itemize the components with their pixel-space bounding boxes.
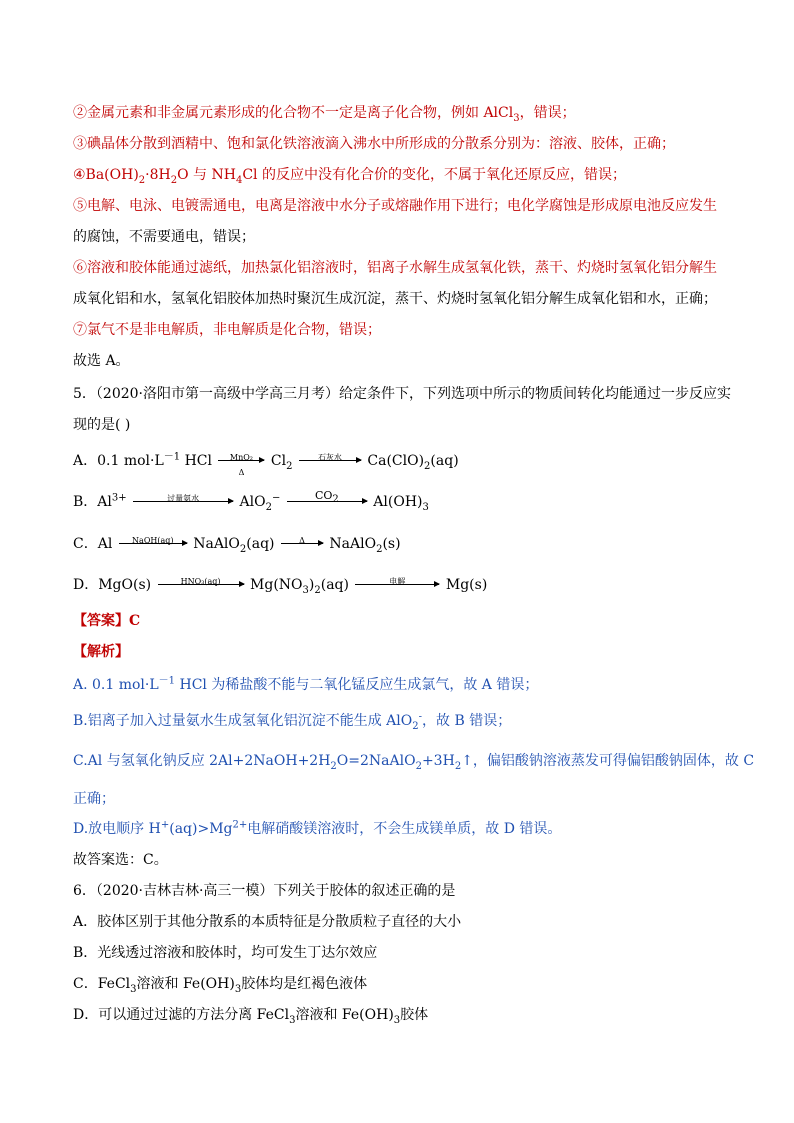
text: C.Al 与氢氧化钠反应 2Al+2NaOH+2H bbox=[73, 753, 331, 769]
arrow-condition: 过量氨水 bbox=[167, 494, 200, 503]
text: ) bbox=[308, 577, 315, 593]
subscript: 2 bbox=[415, 760, 422, 772]
q6-option-a: A．胶体区别于其他分散系的本质特征是分散质粒子直径的大小 bbox=[73, 914, 462, 930]
explain-item-3: ③碘晶体分散到酒精中、饱和氯化铁溶液滴入沸水中所形成的分散系分别为：溶液、胶体，正确； bbox=[73, 136, 675, 152]
q5-stem-line2: 现的是( ) bbox=[73, 417, 131, 433]
text: O 与 NH bbox=[177, 167, 236, 183]
explain-item-5: ⑤电解、电泳、电镀需通电，电离是溶液中水分子或熔融作用下进行；电化学腐蚀是形成原电池反应发生 bbox=[73, 198, 717, 214]
text: 溶液和 Fe(OH) bbox=[136, 976, 235, 992]
subscript: 2 bbox=[170, 174, 178, 186]
text: (s) bbox=[382, 536, 401, 552]
explain-item-6-cont: 成氧化铝和水，氢氧化铝胶体加热时聚沉生成沉淀，蒸干、灼烧时氢氧化铝分解生成氧化铝和水，正确； bbox=[73, 291, 717, 307]
text: A. 0.1 mol·L bbox=[73, 677, 159, 693]
arrow-condition: Δ bbox=[299, 536, 305, 545]
superscript: + bbox=[160, 819, 170, 831]
reaction-arrow bbox=[158, 577, 244, 589]
arrow-condition: HNO₃(aq) bbox=[180, 577, 221, 586]
superscript: − bbox=[272, 492, 281, 504]
text: (aq) bbox=[246, 536, 275, 552]
subscript: 2 bbox=[454, 760, 462, 772]
superscript: －1 bbox=[163, 451, 181, 463]
text: Mg(NO bbox=[250, 577, 303, 593]
explain-item-7: ⑦氯气不是非电解质，非电解质是化合物，错误； bbox=[73, 322, 381, 338]
text: ·8H bbox=[145, 167, 171, 183]
arrow-shaft bbox=[299, 460, 361, 461]
text: HCl 为稀盐酸不能与二氧化锰反应生成氯气，故 A 错误； bbox=[175, 677, 539, 693]
text: Al(OH) bbox=[373, 494, 423, 510]
text: NaAlO bbox=[329, 536, 377, 552]
text: C．FeCl bbox=[73, 976, 131, 992]
subscript: 2 bbox=[239, 543, 247, 555]
text: AlO bbox=[239, 494, 266, 510]
q6-stem: 6．（2020·吉林吉林·高三一模）下列关于胶体的叙述正确的是 bbox=[73, 883, 456, 899]
subscript: 3 bbox=[130, 983, 137, 995]
subscript: 2 bbox=[412, 720, 419, 732]
text: A．0.1 mol·L bbox=[73, 453, 164, 469]
text: +3H bbox=[421, 753, 455, 769]
text: Ca(ClO) bbox=[367, 453, 425, 469]
analysis-heading: 【解析】 bbox=[73, 644, 129, 660]
text: Cl bbox=[270, 453, 287, 469]
subscript: 3 bbox=[234, 983, 242, 995]
text: C．Al bbox=[73, 536, 113, 552]
analysis-a bbox=[73, 676, 538, 694]
arrow-shaft bbox=[158, 584, 244, 585]
arrow-shaft bbox=[355, 584, 439, 585]
arrow-shaft bbox=[287, 501, 367, 502]
subscript: 2 bbox=[138, 174, 146, 186]
q5-option-c bbox=[73, 535, 401, 553]
reaction-arrow bbox=[119, 536, 187, 548]
text: Cl 的反应中没有化合价的变化，不属于氧化还原反应，错误； bbox=[242, 167, 626, 183]
subscript: 2 bbox=[265, 501, 272, 513]
arrow-condition bbox=[287, 489, 367, 506]
subscript: 3 bbox=[289, 1014, 296, 1026]
q5-option-d bbox=[73, 576, 487, 594]
explain-item-5-cont: 的腐蚀，不需要通电，错误； bbox=[73, 229, 255, 245]
arrow-condition: Δ bbox=[238, 468, 245, 477]
text: HCl bbox=[180, 453, 212, 469]
text: ②金属元素和非金属元素形成的化合物不一定是离子化合物，例如 AlCl bbox=[73, 105, 514, 121]
explain-item-4 bbox=[73, 166, 626, 184]
arrow-condition: 石灰水 bbox=[317, 453, 342, 462]
arrow-condition: NaOH(aq) bbox=[132, 536, 174, 545]
answer bbox=[73, 612, 140, 630]
subscript: 2 bbox=[286, 460, 293, 472]
analysis-d bbox=[73, 820, 561, 838]
reaction-arrow bbox=[218, 453, 264, 477]
explain-item-2 bbox=[73, 104, 576, 122]
text: (aq) bbox=[320, 577, 349, 593]
text: 溶液和 Fe(OH) bbox=[295, 1007, 394, 1023]
q6-option-b: B．光线透过溶液和胶体时，均可发生丁达尔效应 bbox=[73, 945, 378, 961]
subscript: 3 bbox=[393, 1014, 401, 1026]
analysis-c bbox=[73, 752, 754, 770]
subscript: 3 bbox=[422, 501, 429, 513]
subscript: 3 bbox=[302, 584, 309, 596]
arrow-condition: MnO₂ bbox=[229, 453, 253, 462]
text: 胶体 bbox=[400, 1007, 429, 1023]
text: ↑，偏铝酸钠溶液蒸发可得偏铝酸钠固体，故 C bbox=[461, 753, 755, 769]
subscript: 3 bbox=[513, 112, 520, 124]
arrow-shaft bbox=[119, 543, 187, 544]
reaction-arrow bbox=[281, 536, 323, 548]
text: (aq) bbox=[430, 453, 459, 469]
text: D．可以通过过滤的方法分离 FeCl bbox=[73, 1007, 290, 1023]
reaction-arrow bbox=[133, 494, 233, 506]
conclusion: 故答案选：C。 bbox=[73, 852, 168, 868]
text: B.铝离子加入过量氨水生成氢氧化铝沉淀不能生成 AlO bbox=[73, 713, 413, 729]
superscript: 2+ bbox=[232, 819, 248, 831]
answer-text: 【答案】C bbox=[73, 613, 141, 629]
subscript: 2 bbox=[376, 543, 383, 555]
text: NaAlO bbox=[193, 536, 240, 552]
text: ④Ba(OH) bbox=[73, 167, 139, 183]
superscript: －1 bbox=[158, 675, 176, 687]
text: 胶体均是红褐色液体 bbox=[241, 976, 368, 992]
explain-item-6: ⑥溶液和胶体能通过滤纸，加热氯化铝溶液时，铝离子水解生成氢氧化铁，蒸干、灼烧时氢氧化铝分解生 bbox=[73, 260, 717, 276]
text: 电解硝酸镁溶液时，不会生成镁单质，故 D 错误。 bbox=[247, 821, 562, 837]
analysis-b bbox=[73, 712, 511, 730]
text: (aq)>Mg bbox=[169, 821, 233, 837]
reaction-arrow bbox=[355, 577, 439, 589]
q6-option-d bbox=[73, 1006, 428, 1024]
text: D．MgO(s) bbox=[73, 577, 152, 593]
subscript: 2 bbox=[424, 460, 431, 472]
q5-option-b bbox=[73, 489, 429, 513]
text: Mg(s) bbox=[445, 577, 488, 593]
superscript: - bbox=[418, 711, 423, 723]
reaction-arrow bbox=[299, 453, 361, 465]
superscript: 3+ bbox=[111, 492, 127, 504]
text: ，错误； bbox=[519, 105, 576, 121]
q6-option-c bbox=[73, 975, 367, 993]
text: D.放电顺序 H bbox=[73, 821, 161, 837]
arrow-shaft bbox=[281, 543, 323, 544]
choose-answer: 故选 A。 bbox=[73, 353, 130, 369]
text: ，故 B 错误； bbox=[422, 713, 512, 729]
arrow-condition: 电解 bbox=[389, 577, 406, 586]
arrow-shaft bbox=[133, 501, 233, 502]
analysis-c-cont: 正确； bbox=[73, 791, 115, 807]
q5-option-a bbox=[73, 451, 459, 477]
subscript: 2 bbox=[330, 760, 337, 772]
subscript: 4 bbox=[235, 174, 243, 186]
q5-stem-line1: 5．（2020·洛阳市第一高级中学高三月考）给定条件下，下列选项中所示的物质间转化均能通过一步反应实 bbox=[73, 386, 731, 402]
text: CO bbox=[314, 489, 333, 502]
arrow-shaft bbox=[218, 460, 264, 461]
subscript: 2 bbox=[314, 584, 321, 596]
text: B．Al bbox=[73, 494, 112, 510]
reaction-arrow bbox=[287, 489, 367, 506]
subscript: 2 bbox=[332, 494, 339, 506]
text: O=2NaAlO bbox=[336, 753, 416, 769]
